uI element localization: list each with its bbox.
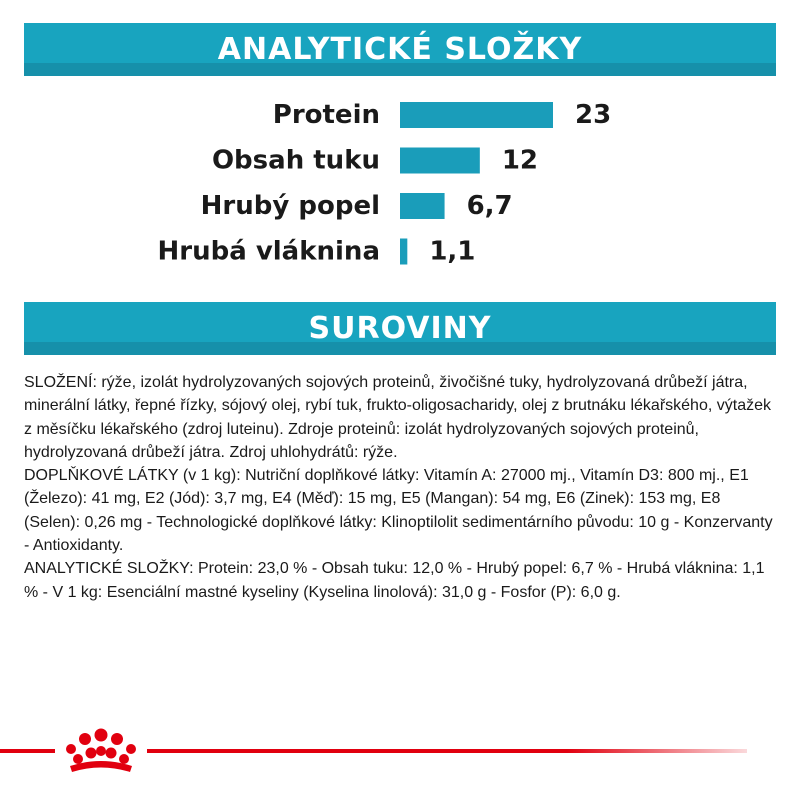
- analytic-banner-title: ANALYTICKÉ SLOŽKY: [217, 32, 583, 67]
- bar: [400, 148, 480, 174]
- value-label: 6,7: [466, 191, 513, 221]
- analytic-bar-chart: [0, 90, 800, 280]
- composition-text: SLOŽENÍ: rýže, izolát hydrolyzovaných sojových proteinů, živočišné tuky, hydrolyzovaná drůbeží játra, minerální látky, řepné řízky, sójový olej, rybí tuk, frukto-oligosacharidy, olej z brutnáku lékařského, výtažek z měsíčku lékařského (zdroj luteinu). Zdroje proteinů: izolát hydrolyzovaných sojových proteinů, hydrolyzovaná drůbeží játra. Zdroj uhlohydrátů: rýže. DOPLŇKOVÉ LÁTKY (v 1 kg): Nutriční doplňkové látky: Vitamín A: 27000 mj., Vitamín D3: 800 mj., E1 (Železo): 41 mg, E2 (Jód): 3,7 mg, E4 (Měď): 15 mg, E5 (Mangan): 54 mg, E6 (Zinek): 153 mg, E8 (Selen): 0,26 mg - Technologické doplňkové látky: Klinoptilolit sedimentárního původu: 10 g - Konzervanty - Antioxidanty. ANALYTICKÉ SLOŽKY: Protein: 23,0 % - Obsah tuku: 12,0 % - Hrubý popel: 6,7 % - Hrubá vláknina: 1,1 % - V 1 kg: Esenciální mastné kyseliny (Kyselina linolová): 31,0 g - Fosfor (P): 6,0 g.: [24, 374, 773, 601]
- category-label: Hrubý popel: [200, 191, 380, 221]
- crown-shape: [66, 729, 136, 773]
- ingredients-banner-title: SUROVINY: [308, 311, 492, 346]
- value-label: 1,1: [429, 236, 476, 267]
- value-label: 23: [575, 100, 612, 130]
- bar: [400, 239, 407, 265]
- analytic-banner: [24, 23, 776, 76]
- bar: [400, 102, 553, 128]
- royal-crown-icon: [58, 722, 144, 776]
- category-label: Hrubá vláknina: [157, 236, 380, 267]
- category-label: Obsah tuku: [211, 145, 380, 176]
- footer-line-right: [147, 749, 747, 753]
- bar: [400, 193, 445, 219]
- category-label: Protein: [272, 100, 380, 130]
- ingredients-banner: [24, 302, 776, 355]
- footer-line-left: [0, 749, 55, 753]
- value-label: 12: [501, 145, 539, 176]
